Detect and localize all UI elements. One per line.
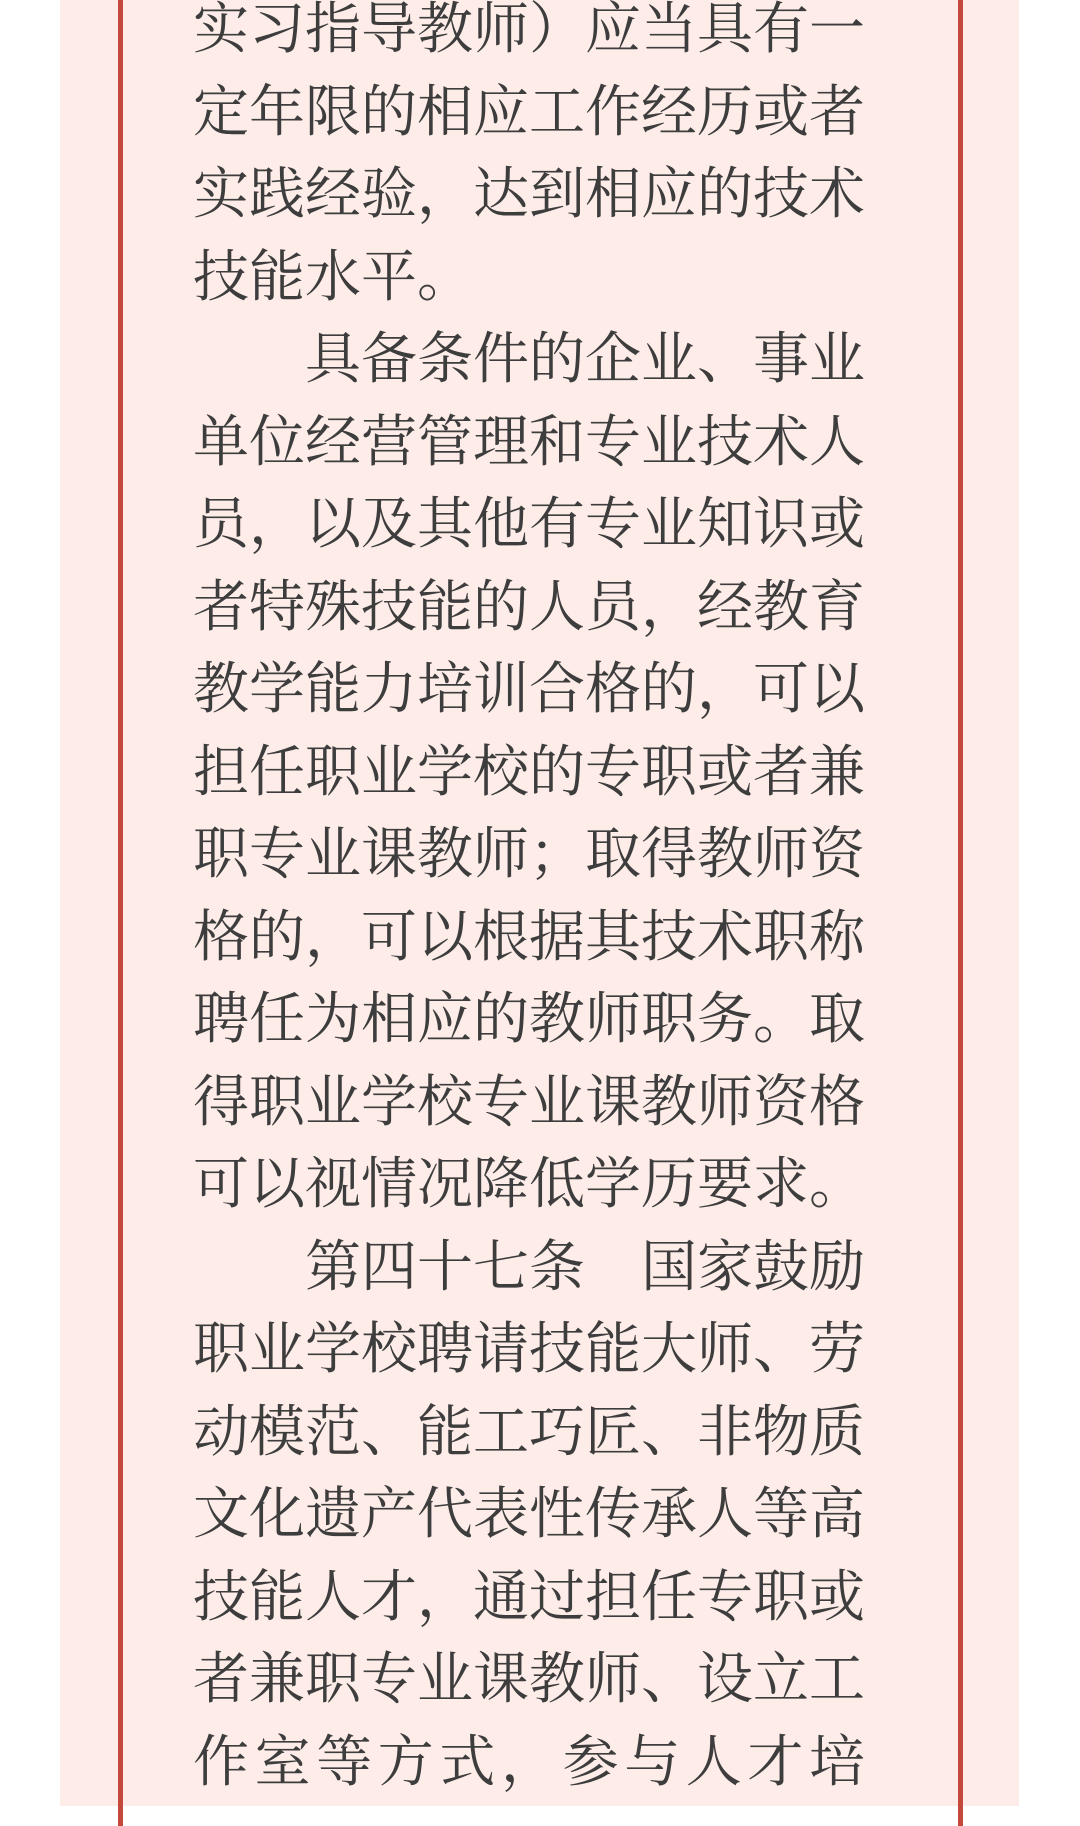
text-line: 实践经验，达到相应的技术: [193, 162, 865, 225]
text-line: 者特殊技能的人员，经教育: [193, 574, 865, 638]
text-line: 者兼职专业课教师、设立工: [193, 1647, 865, 1710]
text-line: 作室等方式，参与人才培: [193, 1729, 865, 1793]
text-line: 担任职业学校的专职或者兼: [193, 739, 865, 803]
text-line: 职专业课教师；取得教师资: [193, 822, 865, 885]
article-body: [193, 0, 865, 1803]
text-line: 得职业学校专业课教师资格: [193, 1069, 865, 1133]
text-line: 文化遗产代表性传承人等高: [193, 1482, 865, 1545]
text-line: 单位经营管理和专业技术人: [193, 409, 865, 473]
text-line: 具备条件的企业、事业: [305, 327, 865, 390]
text-line: 可以视情况降低学历要求。: [193, 1152, 865, 1215]
text-line: 实习指导教师）应当具有一: [193, 0, 865, 60]
text-line: 技能水平。: [193, 244, 473, 308]
text-line: 第四十七条 国家鼓励: [305, 1234, 865, 1298]
text-line: 格的，可以根据其技术职称: [193, 904, 865, 968]
text-line: 教学能力培训合格的，可以: [193, 657, 865, 720]
text-line: 职业学校聘请技能大师、劳: [193, 1317, 865, 1380]
text-line: 技能人才，通过担任专职或: [193, 1564, 865, 1628]
text-line: 员，以及其他有专业知识或: [193, 492, 865, 555]
text-line: 定年限的相应工作经历或者: [193, 79, 865, 143]
text-line: 聘任为相应的教师职务。取: [193, 987, 865, 1050]
text-line: 动模范、能工巧匠、非物质: [193, 1399, 865, 1463]
